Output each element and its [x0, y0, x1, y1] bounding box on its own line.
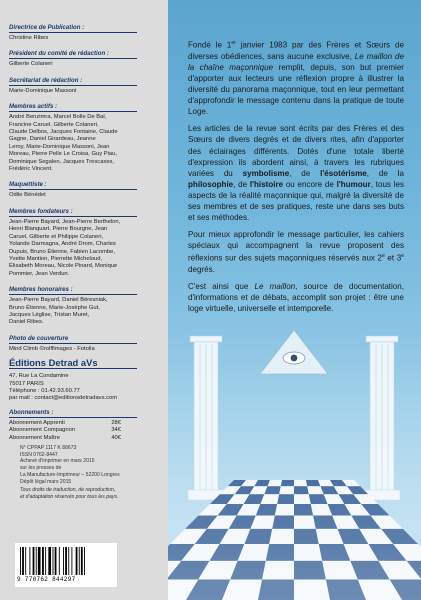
divider: [9, 32, 137, 33]
rights-line: et d'adaptation réservés pour tous les pays.: [20, 493, 119, 500]
section-abonnements: [0, 409, 158, 418]
member-line: Gagne, Daniel Girardeau, Jeanne: [9, 136, 96, 143]
members-list: [0, 114, 158, 173]
barcode-bar: [79, 547, 80, 575]
rights-notice: [0, 487, 158, 500]
member-line: André Benzimra, Marcel Bolle De Bal,: [9, 114, 107, 121]
paragraph-4: [188, 281, 404, 314]
member-line: Dominique Segalen, Jacques Trescases,: [9, 158, 115, 165]
keyword: l'ésotérisme: [320, 168, 367, 178]
section-title: Membres honoraires :: [9, 286, 73, 294]
superscript: er: [231, 40, 236, 46]
divider: [9, 58, 137, 59]
description-text: [188, 38, 404, 321]
subscription-price: 28€: [111, 419, 121, 426]
text-run: degrés.: [188, 265, 215, 275]
journal-title: Le maillon de la chaîne maçonnique: [188, 51, 404, 72]
text-run: , de: [289, 168, 321, 178]
barcode-bar: [38, 547, 41, 575]
divider: [9, 111, 137, 112]
section-title: Président du comité de rédaction :: [9, 50, 109, 58]
subscription-row: [9, 427, 121, 434]
member-line: Élisabeth Moreau, Nicole Pinard, Monique: [9, 263, 118, 270]
text-run: janvier 1983 par des Frères et Sœurs de diverses obédiences, sans aucune exclusive,: [188, 40, 404, 61]
text-run: C'est ainsi que: [188, 282, 255, 292]
email-link[interactable]: par mail : contact@editionsdetradavs.com: [9, 395, 118, 402]
barcode-bar: [53, 547, 54, 575]
text-run: , tous les aspects de la réalité maçonnique qui, malgré la diversité de ses membres et de ses pratiques, reste une dans ses buts et ses méthodes.: [188, 179, 404, 223]
legal-line: Dépôt légal mars 2015: [20, 478, 72, 485]
member-line: Yvette Mantion, Pierrette Micheloud,: [9, 255, 103, 262]
barcode-bar: [76, 547, 78, 575]
divider: [9, 216, 137, 217]
text-run: , de: [233, 179, 250, 189]
member-line: Yolande Darmagna, André Drom, Charles: [9, 241, 116, 248]
barcode-bar: [33, 547, 35, 575]
barcode-bar: [22, 547, 24, 575]
divider: [9, 294, 137, 295]
barcode-number: 9 770762 844297: [17, 576, 76, 583]
divider: [9, 189, 137, 190]
barcode-bar: [65, 547, 67, 575]
barcode-bar: [48, 547, 51, 575]
barcode-bar: [59, 547, 60, 575]
member-line: Pommier, Jean Verdun.: [9, 270, 70, 277]
divider: [9, 85, 137, 86]
legal-line: La Manufacture-Imprimeur – 52200 Longres: [20, 471, 120, 478]
credits-sidebar: [0, 0, 168, 600]
text-run: , de la: [366, 168, 404, 178]
member-line: Jean-Pierre Bayard, Daniel Béresniak,: [9, 297, 108, 304]
keyword: l'humour: [336, 179, 371, 189]
section-title: Photo de couverture: [9, 334, 69, 342]
section-title: Directrice de Publication :: [9, 24, 85, 31]
subscription-row: [9, 435, 121, 442]
members-list: [0, 219, 158, 278]
member-line: Jacques Léglise, Tristan Muret,: [9, 311, 90, 318]
legal-line: Achevé d'imprimer en mars 2015: [20, 458, 95, 465]
journal-title: Le maillon: [254, 282, 296, 292]
barcode-bar: [45, 547, 46, 575]
publisher-address: [0, 373, 158, 403]
section-title: Membres actifs :: [9, 103, 58, 111]
barcode-bar: [55, 547, 57, 575]
section-body: Mind Climb ©rolffimages - Fotolia: [9, 345, 95, 352]
subscription-list: [0, 420, 158, 442]
section-photo: [0, 335, 158, 344]
credits-list: [0, 24, 158, 501]
member-line: Henri Blanquart, Pierre Bourgne, Jean: [9, 226, 108, 233]
text-run: Fondé le 1: [188, 40, 232, 50]
section-fondateurs: [0, 208, 158, 217]
superscript: e: [401, 253, 404, 260]
section-title: Membres fondateurs :: [9, 207, 73, 215]
barcode-bars: [20, 547, 112, 577]
address-line: 47, Rue La Condamine: [9, 373, 69, 380]
subscription-name: Abonnement Apprenti: [9, 419, 65, 426]
barcode: [15, 543, 117, 587]
divider: [9, 417, 137, 418]
section-title: Maquettiste :: [9, 181, 47, 189]
divider: [9, 343, 137, 344]
paragraph-3: [188, 229, 404, 275]
text-run: , source de documentation, d'informations et de débats, accomplit son projet : être une loge virtuelle, universelle et intemporelle.: [188, 282, 404, 314]
section-body: Christine Ribes: [9, 35, 49, 41]
member-line: Claude Delbos, Jacques Fontaine, Claude: [9, 129, 118, 136]
section-body: Marie-Dominique Massoni: [9, 87, 77, 94]
keyword: philosophie: [188, 179, 234, 189]
member-line: Jean-Pierre Bayard, Jean-Pierre Berthelon,: [9, 218, 121, 225]
divider: [9, 368, 137, 369]
barcode-bar: [81, 547, 83, 575]
barcode-bar: [29, 547, 30, 575]
subscription-name: Abonnement Maître: [9, 434, 60, 441]
phone: Téléphone : 01.42.93.60.77: [9, 387, 80, 394]
section-body: Gilberte Colaneri: [9, 61, 53, 68]
barcode-bar: [42, 547, 44, 575]
members-list: [0, 297, 158, 327]
text-run: Les articles de la revue sont écrits par des Frères et des Sœurs de divers degrés et de divers rites, afin d'apporter des éclairages différents. Dotés d'une totale liberté d'expression ils abordent ainsi, à travers les rubriques variées du: [188, 124, 404, 178]
barcode-bar: [25, 547, 26, 575]
barcode-bar: [84, 547, 85, 575]
keyword: l'histoire: [249, 179, 284, 189]
legal-line: N° CPPAP 1117 K 88673: [20, 445, 77, 451]
barcode-bar: [63, 547, 64, 575]
text-run: Pour mieux approfondir le message particulier, les cahiers spéciaux qui accompagnent la revue proposent des réflexions sur des sujets maçonniques réservés aux 2: [188, 230, 404, 264]
section-actifs: [0, 103, 158, 112]
barcode-bar: [36, 547, 37, 575]
text-run: ou encore de: [283, 179, 337, 189]
section-title: Abonnements :: [9, 408, 54, 416]
member-line: Moreau, Pierre Pelle Le Croisa, Guy Piau,: [9, 151, 117, 158]
member-line: Francine Caruel, Gilberte Colaneri,: [9, 121, 99, 128]
member-line: Leroy, Marie-Dominique Massoni, Jean: [9, 143, 110, 150]
member-line: Bruno Étienne, Marie-Josèphe Gut,: [9, 304, 100, 311]
address-line: 75017 PARIS: [9, 380, 44, 387]
subscription-price: 40€: [111, 434, 121, 441]
rights-line: Tous droits de traduction, de reproduction,: [20, 487, 116, 494]
section-secretariat: [0, 77, 158, 86]
legal-info: [0, 445, 158, 485]
section-directrice: [0, 24, 158, 33]
keyword: symbolisme: [242, 168, 290, 178]
section-title: Secrétariat de rédaction :: [9, 76, 83, 84]
subscription-name: Abonnement Compagnon: [9, 427, 76, 434]
section-president: [0, 50, 158, 59]
legal-line: ISSN 0762-8447: [20, 451, 58, 458]
subscription-price: 34€: [111, 427, 121, 434]
text-run: remplit, depuis, son but premier d'apporter aux lecteurs une réflexion propre à illustrer la diversité du panorama maçonnique, tout en leur permettant d'approfondir le message contenu dans la pratique de toute Loge.: [188, 62, 404, 117]
superscript: e: [382, 253, 385, 260]
section-maquettiste: [0, 181, 158, 190]
legal-line: sur les presses de: [20, 465, 62, 472]
barcode-bar: [68, 547, 69, 575]
member-line: Frédéric Vincent.: [9, 166, 53, 173]
text-run: et 3: [384, 254, 402, 264]
barcode-bar: [71, 547, 72, 575]
member-line: Dupuis, Bruno Étienne, Fabien Lacombe,: [9, 248, 116, 255]
subscription-row: [9, 420, 121, 427]
barcode-bar: [20, 547, 21, 575]
paragraph-1: [188, 38, 404, 117]
section-honoraires: [0, 286, 158, 295]
paragraph-2: [188, 123, 404, 223]
section-body: Odile Bénédet: [9, 192, 46, 199]
publisher-name: Éditions Detrad aVs: [9, 357, 98, 369]
member-line: Daniel Ribes.: [9, 319, 44, 326]
masonic-illustration: [168, 330, 421, 600]
member-line: Caruel, Gilberte et Philippe Colaneri,: [9, 233, 104, 240]
